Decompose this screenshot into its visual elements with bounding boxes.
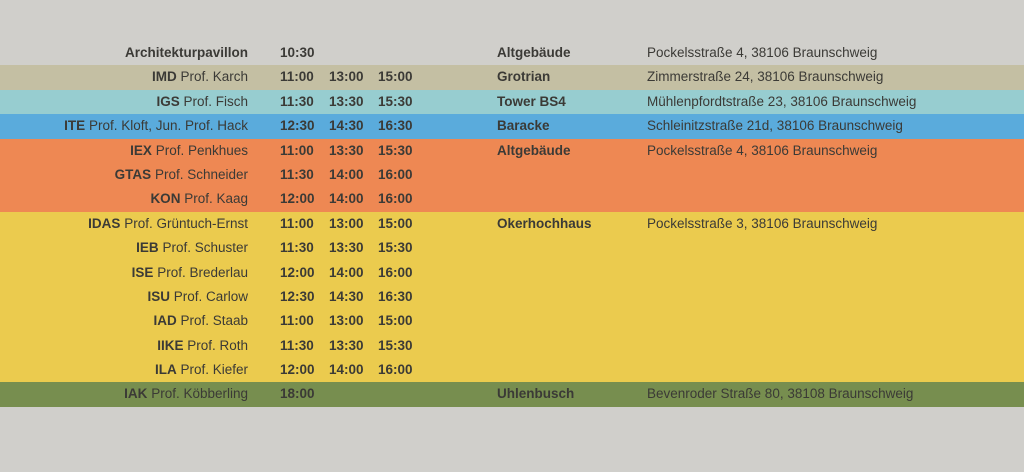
institute-cell (115, 163, 248, 187)
tour-time: 15:00 (378, 69, 413, 85)
institute-cell (130, 139, 248, 163)
tour-time: 18:00 (280, 386, 315, 402)
institute-cell (153, 309, 248, 333)
tour-time: 14:00 (329, 191, 364, 207)
institute-abbreviation: ISU (147, 288, 170, 304)
schedule-row (0, 187, 1024, 211)
building-name: Tower BS4 (497, 93, 566, 109)
tour-time: 11:00 (280, 69, 314, 85)
tour-time: 13:30 (329, 93, 364, 109)
tour-time: 16:00 (378, 191, 413, 207)
institute-abbreviation: IAK (124, 386, 148, 402)
tour-time: 10:30 (280, 45, 315, 60)
institute-cell (64, 114, 248, 138)
tour-time: 13:30 (329, 142, 364, 158)
tour-time: 15:30 (378, 93, 413, 109)
professor-name: Prof. Penkhues (155, 142, 248, 158)
tour-time: 13:30 (329, 240, 364, 256)
tour-time: 11:00 (280, 313, 314, 329)
tour-time: 14:00 (329, 166, 364, 182)
tour-time: 12:00 (280, 264, 315, 280)
institute-abbreviation: IMD (151, 69, 177, 85)
building-address: Pockelsstraße 4, 38106 Braunschweig (647, 45, 878, 60)
institute-abbreviation: IDAS (88, 215, 121, 231)
building-name: Altgebäude (497, 142, 571, 158)
tour-time: 16:30 (378, 118, 413, 134)
tour-time: 12:00 (280, 191, 315, 207)
tour-time: 11:30 (280, 337, 314, 353)
tour-time: 11:30 (280, 240, 314, 256)
schedule-row (0, 212, 1024, 236)
tour-time: 15:30 (378, 240, 413, 256)
schedule-row (0, 41, 1024, 65)
institute-abbreviation: IGS (156, 93, 180, 109)
institute-cell (136, 236, 248, 260)
building-address: Pockelsstraße 4, 38106 Braunschweig (647, 142, 878, 158)
building-name: Uhlenbusch (497, 386, 575, 402)
institute-cell (132, 261, 248, 285)
schedule-row (0, 382, 1024, 406)
tour-time: 14:30 (329, 288, 364, 304)
institute-cell (125, 41, 248, 65)
building-name: Okerhochhaus (497, 215, 592, 231)
professor-name: Prof. Kaag (184, 191, 248, 207)
institute-abbreviation: IIKE (157, 337, 184, 353)
tour-time: 16:00 (378, 264, 413, 280)
institute-cell (150, 187, 248, 211)
institute-cell (152, 65, 248, 89)
institute-cell (157, 334, 248, 358)
building-address: Schleinitzstraße 21d, 38106 Braunschweig (647, 118, 903, 134)
tour-time: 16:00 (378, 362, 413, 378)
institute-abbreviation: ITE (64, 118, 86, 134)
schedule-row (0, 358, 1024, 382)
tour-time: 14:00 (329, 264, 364, 280)
building-address: Zimmerstraße 24, 38106 Braunschweig (647, 69, 884, 85)
tour-time: 12:00 (280, 362, 315, 378)
professor-name: Prof. Schneider (154, 166, 248, 182)
schedule-row (0, 236, 1024, 260)
tour-time: 12:30 (280, 288, 315, 304)
institute-cell (156, 90, 248, 114)
building-address: Mühlenpfordtstraße 23, 38106 Braunschweig (647, 93, 917, 109)
tour-time: 11:00 (280, 215, 314, 231)
professor-name: Prof. Carlow (173, 288, 248, 304)
institute-abbreviation: IAD (153, 313, 177, 329)
professor-name: Prof. Karch (180, 69, 248, 85)
tour-time: 11:30 (280, 166, 314, 182)
institute-cell (88, 212, 248, 236)
building-address: Bevenroder Straße 80, 38108 Braunschweig (647, 386, 914, 402)
schedule-row (0, 65, 1024, 89)
tour-time: 13:00 (329, 313, 364, 329)
institute-cell (124, 382, 248, 406)
institute-abbreviation: IEB (136, 240, 159, 256)
professor-name: Prof. Grüntuch-Ernst (124, 215, 248, 231)
tour-time: 12:30 (280, 118, 315, 134)
schedule-row (0, 163, 1024, 187)
institute-abbreviation: ILA (154, 362, 177, 378)
institute-abbreviation: IEX (130, 142, 152, 158)
professor-name: Prof. Fisch (183, 93, 248, 109)
professor-name: Architekturpavillon (124, 45, 248, 60)
institute-cell (147, 285, 248, 309)
institute-abbreviation: ISE (131, 264, 154, 280)
tour-time: 15:00 (378, 313, 413, 329)
professor-name: Prof. Staab (180, 313, 248, 329)
tour-time: 14:30 (329, 118, 364, 134)
tour-time: 13:00 (329, 215, 364, 231)
professor-name: Prof. Kiefer (180, 362, 248, 378)
schedule-row (0, 139, 1024, 163)
tour-time: 16:00 (378, 166, 413, 182)
building-name: Grotrian (497, 69, 551, 85)
institute-cell (155, 358, 248, 382)
schedule-row (0, 114, 1024, 138)
institute-abbreviation: GTAS (114, 166, 152, 182)
schedule-table (0, 41, 1024, 407)
tour-time: 11:30 (280, 93, 314, 109)
tour-time: 11:00 (280, 142, 314, 158)
professor-name: Prof. Köbberling (151, 386, 248, 402)
schedule-row (0, 309, 1024, 333)
tour-time: 15:00 (378, 215, 413, 231)
tour-time: 14:00 (329, 362, 364, 378)
building-address: Pockelsstraße 3, 38106 Braunschweig (647, 215, 878, 231)
tour-time: 16:30 (378, 288, 413, 304)
schedule-row (0, 261, 1024, 285)
professor-name: Prof. Roth (187, 337, 248, 353)
professor-name: Prof. Kloft, Jun. Prof. Hack (88, 118, 248, 134)
tour-time: 15:30 (378, 142, 413, 158)
schedule-row (0, 285, 1024, 309)
institute-abbreviation: KON (150, 191, 181, 207)
schedule-row (0, 90, 1024, 114)
tour-time: 13:00 (329, 69, 364, 85)
professor-name: Prof. Schuster (162, 240, 248, 256)
building-name: Baracke (497, 118, 550, 134)
tour-time: 13:30 (329, 337, 364, 353)
tour-time: 15:30 (378, 337, 413, 353)
professor-name: Prof. Brederlau (157, 264, 248, 280)
schedule-row (0, 334, 1024, 358)
building-name: Altgebäude (497, 45, 571, 60)
